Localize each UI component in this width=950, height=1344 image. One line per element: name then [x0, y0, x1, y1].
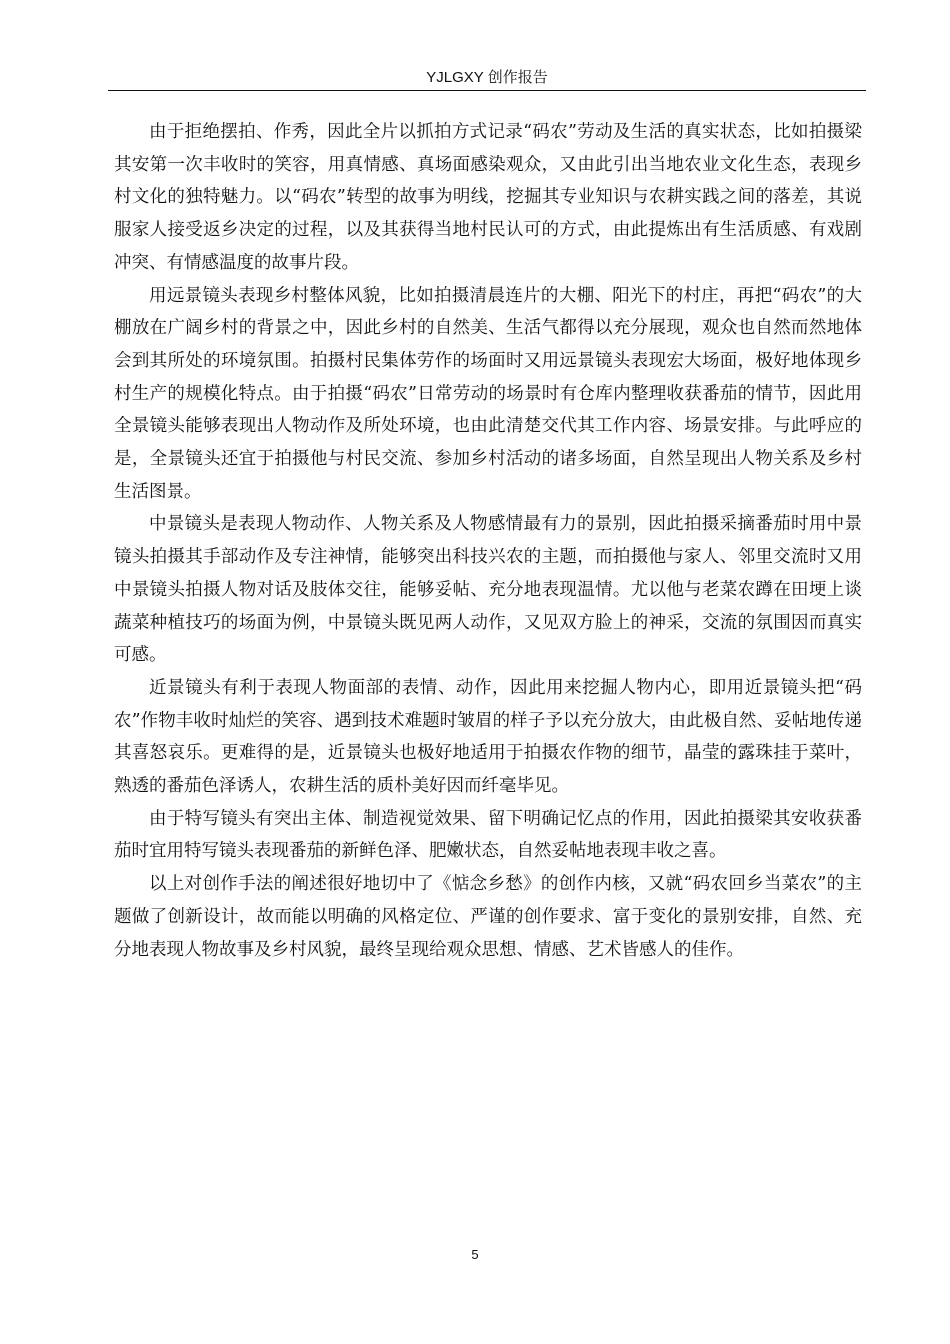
paragraph-2: 用远景镜头表现乡村整体风貌，比如拍摄清晨连片的大棚、阳光下的村庄，再把“码农”的大棚放在广阔乡村的背景之中，因此乡村的自然美、生活气都得以充分展现，观众也自然而然地体会到其所处的环境氛围。拍摄村民集体劳作的场面时又用远景镜头表现宏大场面，极好地体现乡村生产的规模化特点。由于拍摄“码农”日常劳动的场景时有仓库内整理收获番茄的情节，因此用全景镜头能够表现出人物动作及所处环境，也由此清楚交代其工作内容、场景安排。与此呼应的是，全景镜头还宜于拍摄他与村民交流、参加乡村活动的诸多场面，自然呈现出人物关系及乡村生活图景。: [114, 285, 862, 502]
page-header-title: YJLGXY 创作报告: [426, 69, 548, 86]
page-number: 5: [471, 1247, 479, 1262]
header-divider: [108, 90, 866, 91]
paragraph-1: 由于拒绝摆拍、作秀，因此全片以抓拍方式记录“码农”劳动及生活的真实状态，比如拍摄梁其安第一次丰收时的笑容，用真情感、真场面感染观众，又由此引出当地农业文化生态，表现乡村文化的独特魅力。以“码农”转型的故事为明线，挖掘其专业知识与农耕实践之间的落差，其说服家人接受返乡决定的过程，以及其获得当地村民认可的方式，由此提炼出有生活质感、有戏剧冲突、有情感温度的故事片段。: [114, 122, 862, 273]
paragraph-3: 中景镜头是表现人物动作、人物关系及人物感情最有力的景别，因此拍摄采摘番茄时用中景镜头拍摄其手部动作及专注神情，能够突出科技兴农的主题，而拍摄他与家人、邻里交流时又用中景镜头拍摄人物对话及肢体交往，能够妥帖、充分地表现温情。尤以他与老菜农蹲在田埂上谈蔬菜种植技巧的场面为例，中景镜头既见两人动作，又见双方脸上的神采，交流的氛围因而真实可感。: [114, 514, 862, 666]
paragraph-4: 近景镜头有利于表现人物面部的表情、动作，因此用来挖掘人物内心，即用近景镜头把“码农”作物丰收时灿烂的笑容、遇到技术难题时皱眉的样子予以充分放大，由此极自然、妥帖地传递其喜怒哀乐。更难得的是，近景镜头也极好地适用于拍摄农作物的细节，晶莹的露珠挂于菜叶，熟透的番茄色泽诱人，农耕生活的质朴美好因而纤毫毕见。: [114, 677, 862, 797]
paragraph-6: 以上对创作手法的阐述很好地切中了《惦念乡愁》的创作内核，又就“码农回乡当菜农”的主题做了创新设计，故而能以明确的风格定位、严谨的创作要求、富于变化的景别安排，自然、充分地表现人物故事及乡村风貌，最终呈现给观众思想、情感、艺术皆感人的佳作。: [114, 874, 862, 960]
document-body: [114, 116, 862, 966]
paragraph-5: 由于特写镜头有突出主体、制造视觉效果、留下明确记忆点的作用，因此拍摄梁其安收获番茄时宜用特写镜头表现番茄的新鲜色泽、肥嫩状态，自然妥帖地表现丰收之喜。: [114, 808, 862, 862]
